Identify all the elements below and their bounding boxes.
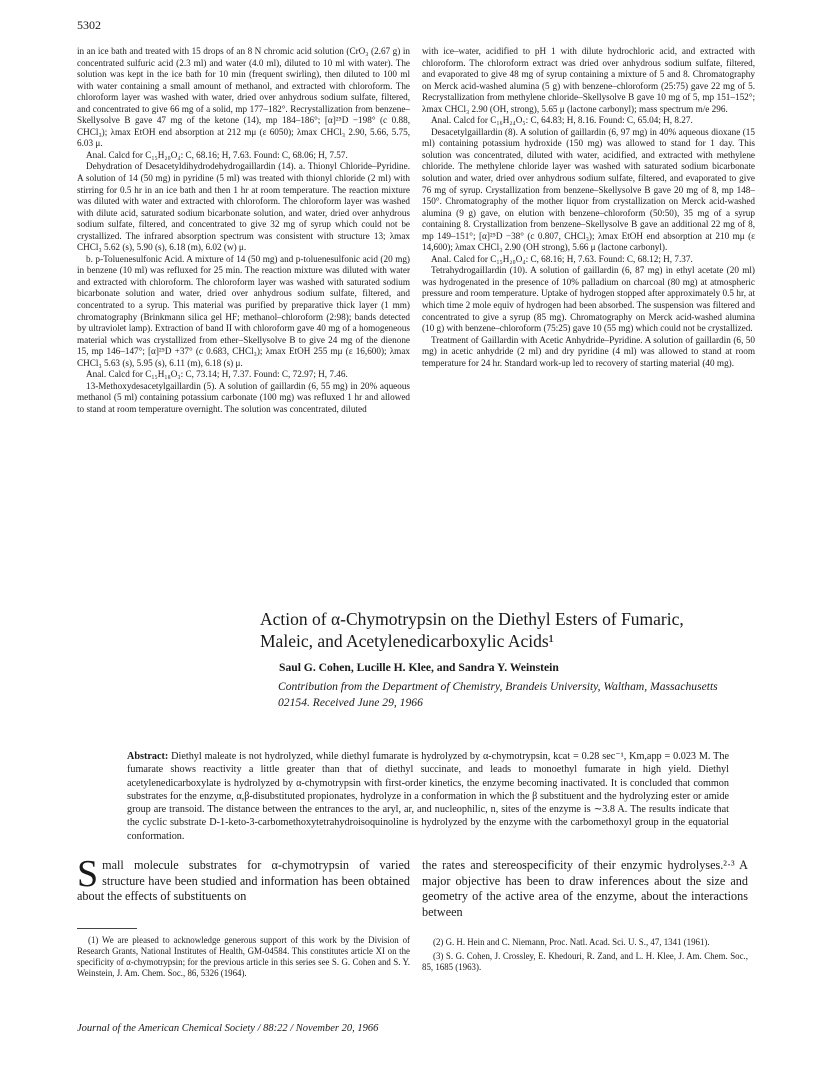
paragraph: Treatment of Gaillardin with Acetic Anhydride–Pyridine. A solution of gaillardin (6, 50 mg) in acetic anhydride (2 ml) and dry pyridine (4 ml) was allowed to stand at room temperature for 24 hr. Standard work-up led to recovery of starting material (40 mg). xyxy=(422,334,755,368)
paragraph: with ice–water, acidified to pH 1 with dilute hydrochloric acid, and extracted with chloroform. The chloroform extract was dried over anhydrous sodium sulfate, filtered, and evaporated to give 48 mg of syrup containing a mixture of 5 and 8. Chromatography on Merck acid-washed alumina (5 g) with benzene–chloroform (25:75) gave 22 mg of 5. Recrystallization from methylene chloride–Skellysolve B gave 10 mg of 5, mp 151–152°; λmax CHCl₃ 2.90 (OH, strong), 5.65 μ (lactone carbonyl); mass spectrum m/e 296. xyxy=(422,46,755,114)
footnote: (1) We are pleased to acknowledge generous support of this work by the Division of Research Grants, National Institutes of Health, GM-04584. This constitutes article XI on the specificity of α-chymotrypsin; for the previous article in this series see S. G. Cohen and S. Y. Weinstein, J. Am. Chem. Soc., 86, 5326 (1964). xyxy=(77,935,410,979)
paragraph: Dehydration of Desacetyldihydrodehydrogaillardin (14). a. Thionyl Chloride–Pyridine. A solution of 14 (50 mg) in pyridine (5 ml) was treated with thionyl chloride (2 ml) with stirring for 0.5 hr in an ice bath and then 1 hr at room temperature. The reaction mixture was diluted with water and extracted with chloroform. The chloroform layer was washed with dilute acid, saturated sodium bicarbonate solution, and water, dried over anhydrous sodium sulfate, filtered, and concentrated to give 32 mg of syrup which could not be crystallized. The infrared absorption spectrum was consistent with structure 13; λmax CHCl₃ 5.62 (s), 5.90 (s), 6.18 (m), 6.02 (w) μ. xyxy=(77,161,410,253)
paragraph: Anal. Calcd for C₁₅H₂₀O₄: C, 68.16; H, 7.63. Found: C, 68.06; H, 7.57. xyxy=(86,149,348,160)
paragraph: 13-Methoxydesacetylgaillardin (5). A solution of gaillardin (6, 55 mg) in 20% aqueous methanol (5 ml) containing potassium carbonate (100 mg) was refluxed 1 hr and allowed to stand at room temperature overnight. The solution was concentrated, diluted xyxy=(77,380,410,414)
journal-footer: Journal of the American Chemical Society / 88:22 / November 20, 1966 xyxy=(77,1023,379,1034)
right-experimental-column xyxy=(422,46,755,369)
article-authors: Saul G. Cohen, Lucille H. Klee, and Sandra Y. Weinstein xyxy=(279,661,559,674)
paragraph: Desacetylgaillardin (8). A solution of gaillardin (6, 97 mg) in 40% aqueous dioxane (15 ml) containing potassium hydroxide (150 mg) was allowed to stand for 1 day. This solution was concentrated, diluted with water, acidified, and extracted with methylene chloride. The methylene chloride layer was washed with saturated sodium bicarbonate solution and water, dried over anhydrous sodium sulfate, filtered, and evaporated to give 76 mg of syrup. Crystallization from benzene–Skellysolve B gave 20 mg of 8, mp 148–150°. Chromatography of the mother liquor from crystallization on Merck acid-washed alumina (9 g) gave, on elution with benzene–chloroform (50:50), 35 mg of a syrup containing 8. Crystallization from benzene–Skellysolve B gave an additional 22 mg of 8, mp 149–151°; [α]²⁵D −38° (c 0.807, CHCl₃); λmax EtOH end absorption at 210 mμ (ε 14,600); λmax CHCl₃ 2.90 (OH strong), 5.66 μ (lactone carbonyl). xyxy=(422,126,755,253)
paragraph: in an ice bath and treated with 15 drops of an 8 N chromic acid solution (CrO₃ (2.67 g) in concentrated sulfuric acid (2.3 ml) and water (4.0 ml), diluted to 10 ml with water). The solution was kept in the ice bath for 10 min (frequent swirling), then diluted to 100 ml with water containing a small amount of methanol, and extracted with chloroform. The chloroform layer was washed with water, dried over anhydrous sodium sulfate, filtered, and concentrated to give 66 mg of a solid, mp 177–182°. Recrystallization from benzene–Skellysolve B gave 47 mg of the ketone (14), mp 184–186°; [α]²⁵D −198° (c 0.88, CHCl₃); λmax EtOH end absorption at 212 mμ (ε 6050); λmax CHCl₃ 2.90, 5.66, 5.75, 6.03 μ. xyxy=(77,46,410,149)
paragraph: Tetrahydrogaillardin (10). A solution of gaillardin (6, 87 mg) in ethyl acetate (20 ml) was hydrogenated in the presence of 10% palladium on charcoal (80 mg) at atmospheric pressure and room temperature. Uptake of hydrogen stopped after approximately 0.5 hr, at which time 2 mole equiv of hydrogen had been absorbed. The suspension was filtered and concentrated to give a syrup (85 mg). Chromatography on Merck acid-washed alumina (10 g) with benzene–chloroform (75:25) gave 10 (55 mg) which could not be crystallized. xyxy=(422,265,755,334)
footnote-rule xyxy=(77,928,137,929)
left-experimental-column xyxy=(77,46,410,416)
body-text-left xyxy=(77,853,410,905)
drop-cap: S xyxy=(77,853,99,895)
page-number: 5302 xyxy=(77,18,101,32)
paragraph: Anal. Calcd for C₁₆H₂₄O₅: C, 64.83; H, 8.16. Found: C, 65.04; H, 8.27. xyxy=(431,115,693,126)
abstract xyxy=(127,750,729,843)
footnote: (2) G. H. Hein and C. Niemann, Proc. Natl. Acad. Sci. U. S., 47, 1341 (1961). xyxy=(433,937,710,947)
body-text-right: the rates and stereospecificity of their enzymic hydrolyses.²·³ A major objective has been to draw inferences about the size and geometry of the active area of the enzyme, about the interactions between xyxy=(422,858,748,919)
footnote: (3) S. G. Cohen, J. Crossley, E. Khedouri, R. Zand, and L. H. Klee, J. Am. Chem. Soc., 85, 1685 (1963). xyxy=(422,951,748,973)
abstract-label: Abstract: xyxy=(127,751,169,762)
footnotes-left xyxy=(77,935,410,982)
paragraph: Anal. Calcd for C₁₅H₂₀O₄: C, 68.16; H, 7.63. Found: C, 68.12; H, 7.37. xyxy=(431,253,693,264)
paragraph: b. p-Toluenesulfonic Acid. A mixture of 14 (50 mg) and p-toluenesulfonic acid (20 mg) in benzene (10 ml) was refluxed for 25 min. The reaction mixture was diluted with water and extracted with chloroform. The chloroform layer was washed with saturated sodium bicarbonate solution and water, dried over anhydrous sodium sulfate, filtered, and concentrated to a syrup. This material was purified by preparative thick layer (1 mm) chromatography (Brinkmann silica gel HF; methanol–chloroform (2:98); bands detected by ultraviolet lamp). Extraction of band II with chloroform gave 40 mg of a homogeneous material which was crystallized from ether–Skellysolve B to give 24 mg of the dienone 15, mp 146–147°; [α]²⁵D +37° (c 0.683, CHCl₃); λmax EtOH 255 mμ (ε 16,600); λmax CHCl₃ 5.63 (s), 5.95 (s), 6.11 (m), 6.18 (s) μ. xyxy=(77,253,410,368)
footnotes-right xyxy=(422,937,748,976)
body-text: mall molecule substrates for α-chymotrypsin of varied structure have been studied and information has been obtained about the effects of substituents on xyxy=(77,858,410,904)
article-affiliation: Contribution from the Department of Chemistry, Brandeis University, Waltham, Massachusetts 02154. Received June 29, 1966 xyxy=(278,680,718,709)
paragraph: Anal. Calcd for C₁₅H₁₈O₃: C, 73.14; H, 7.37. Found: C, 72.97; H, 7.46. xyxy=(86,369,348,380)
abstract-text: Diethyl maleate is not hydrolyzed, while diethyl fumarate is hydrolyzed by α-chymotrypsin, kcat = 0.28 sec⁻¹, Km,app = 0.023 M. The fumarate shows reactivity a little greater than that of diethyl succinate, and leads to monoethyl fumarate in high yield. Diethyl acetylenedicarboxylate is hydrolyzed by α-chymotrypsin with first-order kinetics, the enzyme becoming inactivated. It is concluded that common substrates for the enzyme, α,β-disubstituted propionates, hydrolyze in a conformation in which the β substituent and the hydrolyzing ester or amide group are transoid. The distance between the entrances to the aryl, ar, and nucleophilic, n, sites of the enzyme is ∼3.8 A. The results indicate that the cyclic substrate D-1-keto-3-carbomethoxytetrahydroisoquinoline is hydrolyzed by the enzyme with the carbomethoxyl group in the equatorial conformation. xyxy=(127,751,729,842)
article-title: Action of α-Chymotrypsin on the Diethyl Esters of Fumaric, Maleic, and Acetylenedicarboxylic Acids¹ xyxy=(260,609,684,651)
